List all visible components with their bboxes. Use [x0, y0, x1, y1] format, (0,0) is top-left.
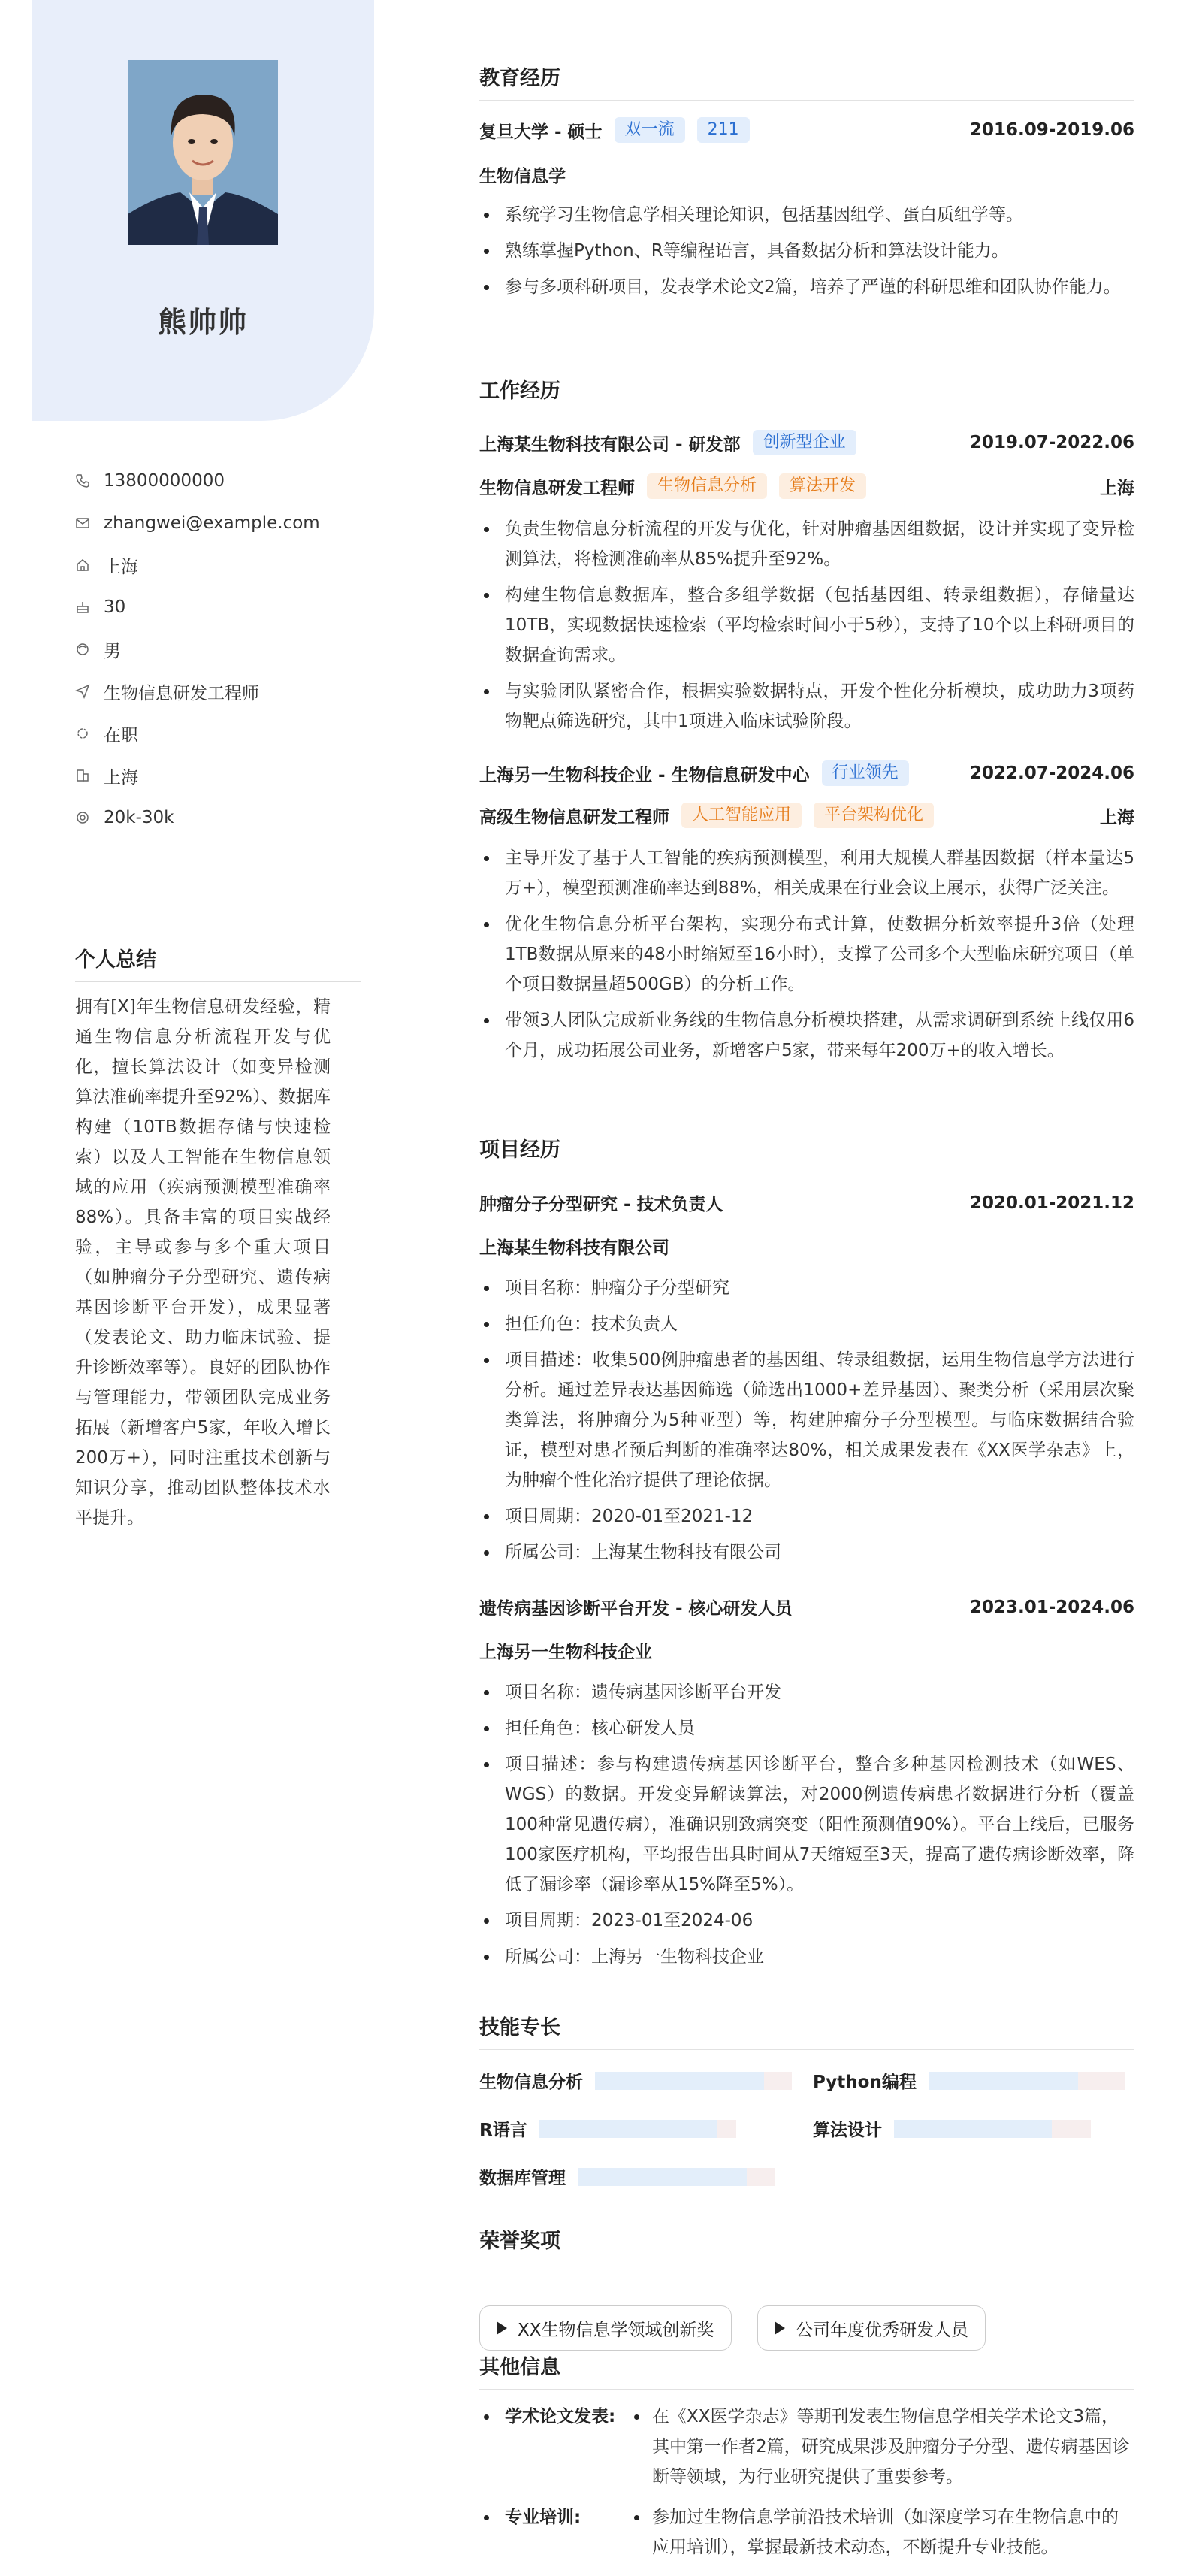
skill-item [813, 2068, 1125, 2093]
list-item: 项目周期：2023-01至2024-06 [479, 1906, 1134, 1936]
job-header [479, 760, 1134, 786]
contact-age [75, 586, 376, 628]
list-item: 项目名称：遗传病基因诊断平台开发 [479, 1677, 1134, 1707]
job-city: 上海 [1100, 478, 1134, 498]
contact-text: 上海 [104, 767, 138, 788]
project-period: 2023.01-2024.06 [969, 1597, 1134, 1617]
list-item: 优化生物信息分析平台架构，实现分布式计算，使数据分析效率提升3倍（处理1TB数据从原来的48小时缩短至16小时），支撑了公司多个大型临床研究项目（单个项目数据量超500GB）的分析工作。 [479, 909, 1134, 999]
skill-item [479, 2164, 775, 2189]
play-icon [497, 2321, 507, 2335]
awards-title: 荣誉奖项 [479, 2224, 1134, 2263]
list-item: 项目周期：2020-01至2021-12 [479, 1501, 1134, 1531]
other-item [479, 2402, 1134, 2492]
skill-name: R语言 [479, 2121, 527, 2140]
project-name: 肿瘤分子分型研究 - 技术负责人 [479, 1195, 723, 1214]
company-name: 上海另一生物科技企业 - 生物信息研发中心 [479, 765, 810, 785]
list-item: 带领3人团队完成新业务线的生物信息分析模块搭建，从需求调研到系统上线仅用6个月，成功拓展公司业务，新增客户5家，带来每年200万+的收入增长。 [479, 1005, 1134, 1066]
list-item: 负责生物信息分析流程的开发与优化，针对肿瘤基因组数据，设计并实现了变异检测算法，将检测准确率从85%提升至92%。 [479, 514, 1134, 574]
skill-bar [595, 2072, 792, 2090]
job-bullets [479, 514, 1134, 742]
school-tag: 211 [697, 117, 750, 143]
avatar [128, 60, 278, 245]
position-tag: 平台架构优化 [814, 803, 934, 828]
contact-status [75, 712, 376, 754]
projects-title: 项目经历 [479, 1133, 1134, 1172]
other-key: 学术论文发表: [479, 2402, 630, 2492]
phone-icon [75, 471, 104, 491]
list-item: 系统学习生物信息学相关理论知识，包括基因组学、蛋白质组学等。 [479, 200, 1134, 230]
list-item: 与实验团队紧密合作，根据实验数据特点，开发个性化分析模块，成功助力3项药物靶点筛选研究，其中1项进入临床试验阶段。 [479, 676, 1134, 736]
gender-icon [75, 639, 104, 659]
position-tag: 算法开发 [779, 473, 866, 499]
list-item: 所属公司：上海另一生物科技企业 [479, 1942, 1134, 1972]
school-tag: 双一流 [615, 117, 685, 143]
project-bullets [479, 1273, 1134, 1574]
company-name: 上海某生物科技有限公司 - 研发部 [479, 434, 741, 455]
play-icon [775, 2321, 785, 2335]
skill-bar-fill [578, 2168, 747, 2186]
building-icon [75, 766, 104, 785]
list-item: 参与多项科研项目，发表学术论文2篇，培养了严谨的科研思维和团队协作能力。 [479, 272, 1134, 302]
job-position: 高级生物信息研发工程师 [479, 807, 669, 827]
job-header [479, 430, 1134, 455]
summary-text: 拥有[X]年生物信息研发经验，精通生物信息分析流程开发与优化，擅长算法设计（如变异检测算法准确率提升至92%）、数据库构建（10TB数据存储与快速检索）以及人工智能在生物信息领域的应用（疾病预测模型准确率88%）。具备丰富的项目实战经验，主导或参与多个重大项目（如肿瘤分子分型研究、遗传病基因诊断平台开发），成果显著（发表论文、助力临床试验、提升诊断效率等）。良好的团队协作与管理能力，带领团队完成业务拓展（新增客户5家，年收入增长200万+），同时注重技术创新与知识分享，推动团队整体技术水平提升。 [75, 997, 331, 1528]
skill-name: 生物信息分析 [479, 2073, 583, 2092]
list-item: 主导开发了基于人工智能的疾病预测模型，利用大规模人群基因数据（样本量达5万+），模型预测准确率达到88%，相关成果在行业会议上展示，获得广泛关注。 [479, 843, 1134, 903]
contact-city [75, 754, 376, 797]
list-item: 熟练掌握Python、R等编程语言，具备数据分析和算法设计能力。 [479, 236, 1134, 266]
job-bullets [479, 843, 1134, 1072]
award-label: 公司年度优秀研发人员 [796, 2320, 968, 2340]
profile-header [32, 0, 374, 421]
home-icon [75, 555, 104, 575]
list-item: 项目描述：参与构建遗传病基因诊断平台，整合多种基因检测技术（如WES、WGS）的数据。开发变异解读算法，对2000例遗传病患者数据进行分析（覆盖100种常见遗传病），准确识别致病突变（阳性预测值90%）。平台上线后，已服务100家医疗机构，平均报告出具时间从7天缩短至3天，提高了遗传病诊断效率，降低了漏诊率（漏诊率从15%降至5%）。 [479, 1749, 1134, 1900]
skill-bar-fill [894, 2120, 1052, 2138]
skill-bar [929, 2072, 1125, 2090]
skill-name: 数据库管理 [479, 2169, 566, 2188]
skill-item [813, 2116, 1091, 2141]
skill-bar [894, 2120, 1091, 2138]
job-city: 上海 [1100, 807, 1134, 827]
company-tag: 创新型企业 [753, 430, 856, 455]
contact-location [75, 544, 376, 586]
contact-salary [75, 797, 376, 839]
other-value: 参加过生物信息学前沿技术培训（如深度学习在生物信息中的应用培训），掌握最新技术动态，不断提升专业技能。 [630, 2502, 1134, 2562]
mail-icon [75, 513, 104, 533]
job-period: 2019.07-2022.06 [969, 433, 1134, 452]
work-title: 工作经历 [479, 374, 1134, 413]
contact-text: 13800000000 [104, 471, 225, 491]
skill-item [479, 2116, 736, 2141]
school-name: 复旦大学 - 硕士 [479, 122, 603, 142]
skills-title: 技能专长 [479, 2011, 1134, 2050]
skill-bar [578, 2168, 775, 2186]
job-position-row [479, 473, 1134, 499]
award-chip [757, 2305, 986, 2351]
job-period: 2022.07-2024.06 [969, 763, 1134, 783]
project-company: 上海某生物科技有限公司 [479, 1238, 669, 1258]
other-value: 在《XX医学杂志》等期刊发表生物信息学相关学术论文3篇，其中第一作者2篇，研究成果涉及肿瘤分子分型、遗传病基因诊断等领域，为行业研究提供了重要参考。 [630, 2402, 1134, 2492]
skill-item [479, 2068, 792, 2093]
summary-title: 个人总结 [75, 943, 361, 982]
contact-phone [75, 460, 376, 502]
other-key: 专业培训: [479, 2502, 630, 2562]
job-position-row [479, 803, 1134, 828]
status-icon [75, 724, 104, 743]
education-bullets [479, 200, 1134, 308]
contact-email [75, 502, 376, 544]
other-item [479, 2502, 1134, 2562]
person-name: 熊帅帅 [157, 306, 248, 339]
contact-text: 在职 [104, 725, 138, 745]
education-period: 2016.09-2019.06 [969, 120, 1134, 140]
project-header [479, 1595, 1134, 1619]
left-column [32, 0, 374, 2576]
skill-bar-fill [539, 2120, 717, 2138]
project-header [479, 1190, 1134, 1215]
salary-icon [75, 808, 104, 827]
project-bullets [479, 1677, 1134, 1978]
contact-text: 30 [104, 597, 126, 617]
project-company: 上海另一生物科技企业 [479, 1643, 652, 1662]
company-tag: 行业领先 [822, 760, 909, 786]
skill-bar-fill [595, 2072, 764, 2090]
contact-text: zhangwei@example.com [104, 513, 320, 533]
job-position: 生物信息研发工程师 [479, 478, 635, 498]
list-item: 所属公司：上海某生物科技有限公司 [479, 1537, 1134, 1568]
contact-gender [75, 628, 376, 670]
other-title: 其他信息 [479, 2351, 1134, 2390]
list-item: 项目名称：肿瘤分子分型研究 [479, 1273, 1134, 1303]
skill-name: 算法设计 [813, 2121, 882, 2140]
skill-bar-fill [929, 2072, 1078, 2090]
cake-icon [75, 597, 104, 617]
list-item: 项目描述：收集500例肿瘤患者的基因组、转录组数据，运用生物信息学方法进行分析。通过差异表达基因筛选（筛选出1000+差异基因）、聚类分析（采用层次聚类算法，将肿瘤分为5种亚型）等，构建肿瘤分子分型模型。与临床数据结合验证，模型对患者预后判断的准确率达80%，相关成果发表在《XX医学杂志》上，为肿瘤个性化治疗提供了理论依据。 [479, 1345, 1134, 1495]
send-icon [75, 682, 104, 701]
contact-text: 生物信息研发工程师 [104, 683, 259, 703]
contact-text: 20k-30k [104, 808, 174, 827]
project-period: 2020.01-2021.12 [969, 1193, 1134, 1213]
list-item: 构建生物信息数据库，整合多组学数据（包括基因组、转录组数据），存储量达10TB，实现数据快速检索（平均检索时间小于5秒），支持了10个以上科研项目的数据查询需求。 [479, 580, 1134, 670]
project-name: 遗传病基因诊断平台开发 - 核心研发人员 [479, 1599, 793, 1619]
list-item: 担任角色：核心研发人员 [479, 1713, 1134, 1743]
education-title: 教育经历 [479, 62, 1134, 101]
education-header [479, 117, 1134, 143]
education-major: 生物信息学 [479, 167, 566, 186]
list-item: 担任角色：技术负责人 [479, 1309, 1134, 1339]
contact-text: 上海 [104, 557, 138, 577]
position-tag: 生物信息分析 [647, 473, 767, 499]
skill-name: Python编程 [813, 2073, 917, 2092]
skill-bar [539, 2120, 736, 2138]
award-label: XX生物信息学领域创新奖 [518, 2320, 714, 2340]
award-chip [479, 2305, 732, 2351]
contact-position [75, 670, 376, 712]
contact-text: 男 [104, 641, 121, 661]
contact-list [75, 460, 376, 839]
position-tag: 人工智能应用 [681, 803, 802, 828]
